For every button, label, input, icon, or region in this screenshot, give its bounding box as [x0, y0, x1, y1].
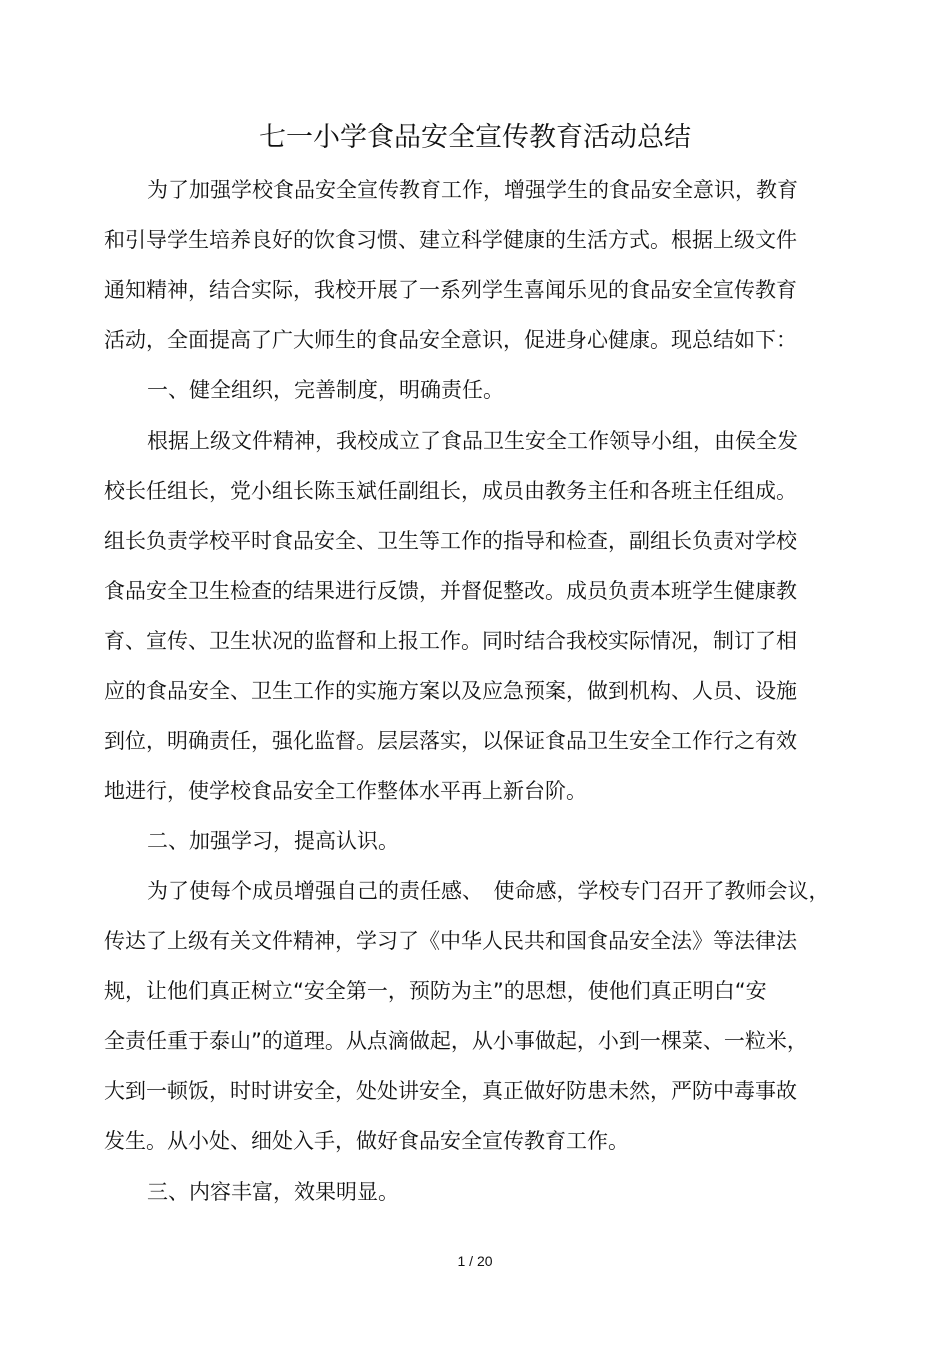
section-heading: 三、内容丰富，效果明显。 [147, 1180, 399, 1204]
text-line: 大到一顿饭，时时讲安全，处处讲安全，真正做好防患未然，严防中毒事故 [104, 1079, 797, 1103]
text-line: 传达了上级有关文件精神，学习了《中华人民共和国食品安全法》等法律法 [104, 929, 797, 953]
text-line: 通知精神，结合实际，我校开展了一系列学生喜闻乐见的食品安全宣传教育 [104, 278, 797, 302]
text-line: 为了使每个成员增强自己的责任感、 使命感，学校专门召开了教师会议， [147, 879, 830, 903]
text-line: 食品安全卫生检查的结果进行反馈，并督促整改。成员负责本班学生健康教 [104, 579, 797, 603]
page-number: 1 / 20 [457, 1253, 493, 1269]
text-line: 地进行，使学校食品安全工作整体水平再上新台阶。 [104, 779, 587, 803]
text-line: 应的食品安全、卫生工作的实施方案以及应急预案，做到机构、人员、设施 [104, 679, 797, 703]
text-line: 根据上级文件精神，我校成立了食品卫生安全工作领导小组，由侯全发 [147, 429, 798, 453]
text-line: 为了加强学校食品安全宣传教育工作，增强学生的食品安全意识，教育 [147, 178, 798, 202]
text-line: 组长负责学校平时食品安全、卫生等工作的指导和检查，副组长负责对学校 [104, 529, 797, 553]
document-title: 七一小学食品安全宣传教育活动总结 [259, 122, 691, 153]
section-heading: 二、加强学习，提高认识。 [147, 829, 399, 853]
text-line: 规，让他们真正树立“安全第一，预防为主”的思想，使他们真正明白“安 [104, 979, 767, 1003]
text-line: 育、宣传、卫生状况的监督和上报工作。同时结合我校实际情况，制订了相 [104, 629, 797, 653]
text-line: 活动，全面提高了广大师生的食品安全意识，促进身心健康。现总结如下： [104, 328, 797, 352]
text-line: 校长任组长，党小组长陈玉斌任副组长，成员由教务主任和各班主任组成。 [104, 479, 797, 503]
text-line: 和引导学生培养良好的饮食习惯、建立科学健康的生活方式。根据上级文件 [104, 228, 797, 252]
section-heading: 一、健全组织，完善制度，明确责任。 [147, 378, 504, 402]
text-line: 到位，明确责任，强化监督。层层落实，以保证食品卫生安全工作行之有效 [104, 729, 797, 753]
text-line: 全责任重于泰山”的道理。从点滴做起，从小事做起，小到一棵菜、一粒米， [104, 1029, 808, 1053]
text-line: 发生。从小处、细处入手，做好食品安全宣传教育工作。 [104, 1129, 629, 1153]
